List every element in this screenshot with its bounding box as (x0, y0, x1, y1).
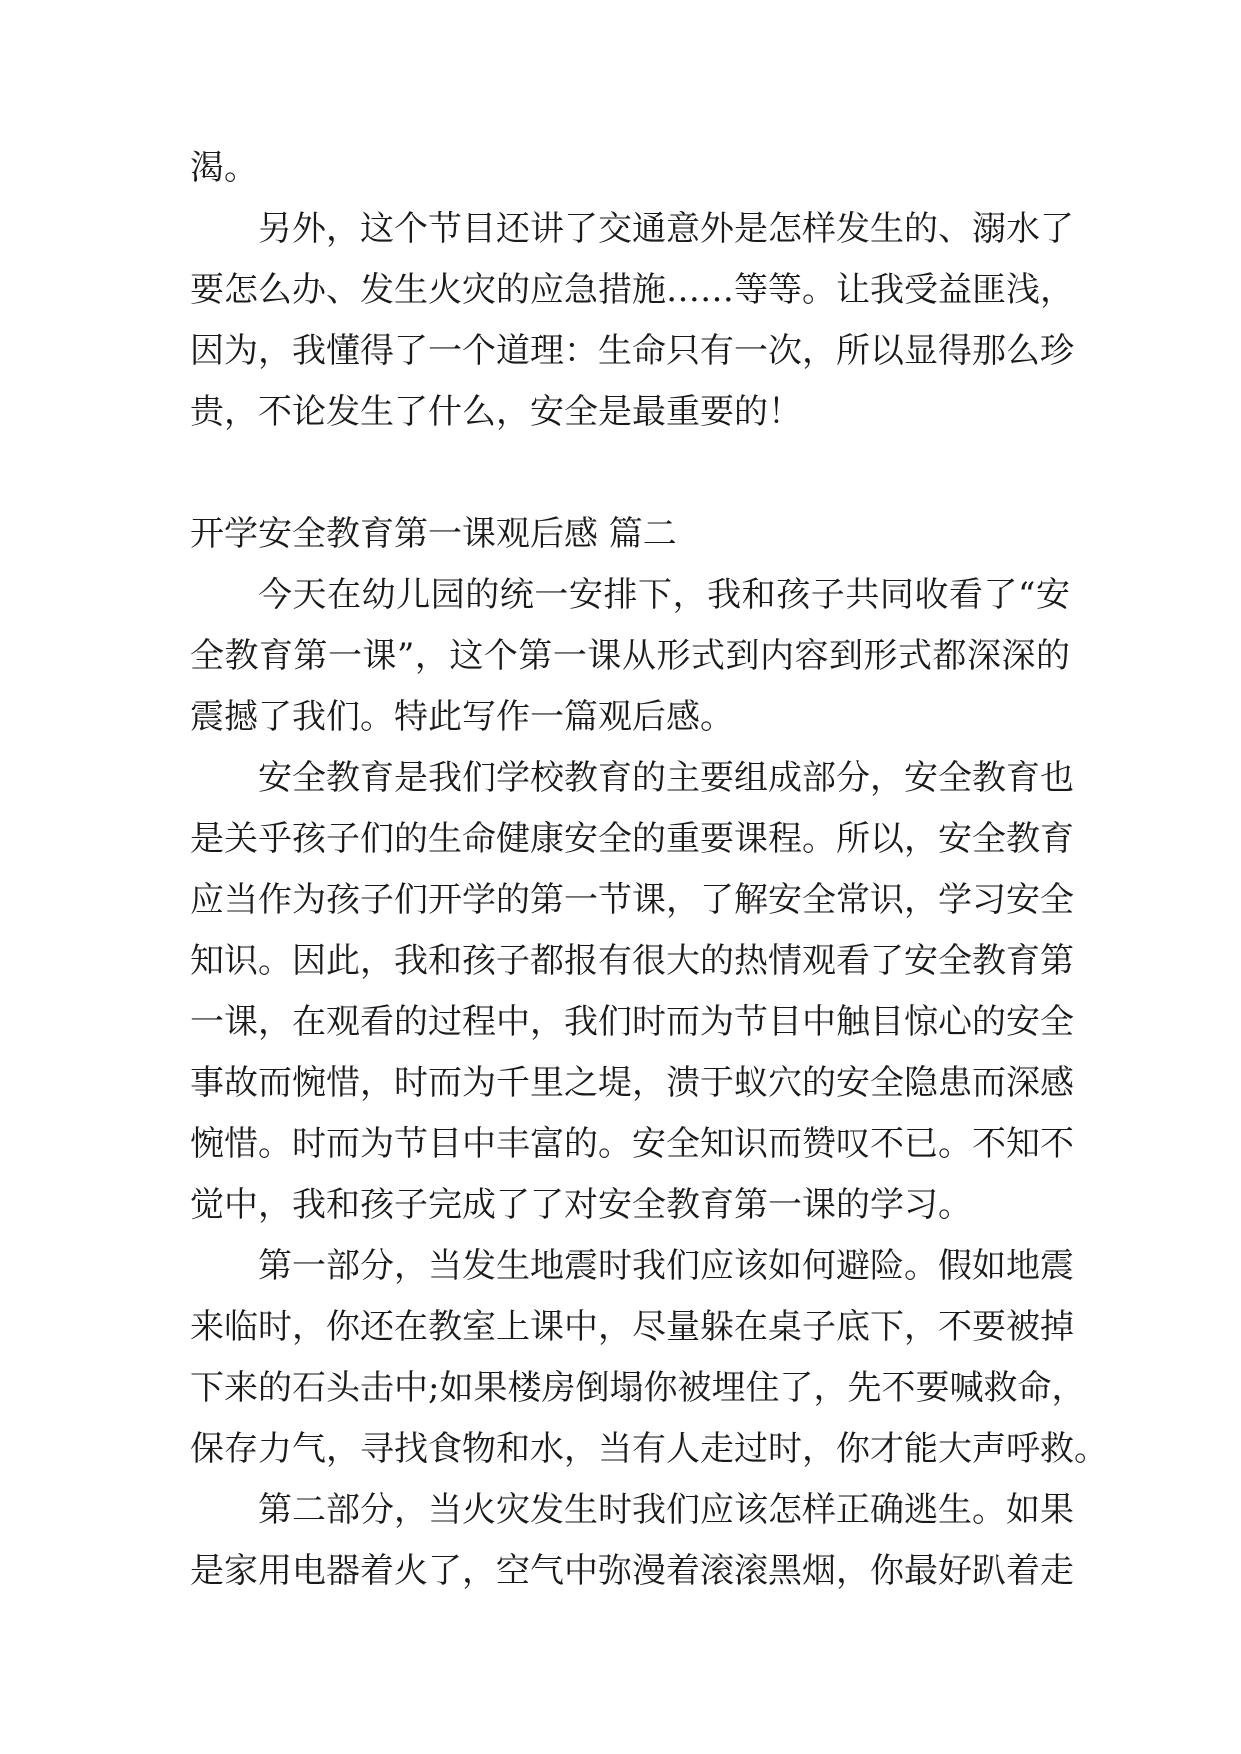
paragraph-line: 是家用电器着火了，空气中弥漫着滚滚黑烟，你最好趴着走 (190, 1551, 1074, 1591)
paragraph-line: 惋惜。时而为节目中丰富的。安全知识而赞叹不已。不知不 (190, 1124, 1074, 1164)
paragraph-line: 是关乎孩子们的生命健康安全的重要课程。所以，安全教育 (190, 819, 1074, 859)
paragraph-line: 贵，不论发生了什么，安全是最重要的！ (190, 392, 802, 432)
paragraph-line: 震撼了我们。特此写作一篇观后感。 (190, 697, 734, 737)
document-body (190, 138, 1108, 1602)
paragraph-line: 一课，在观看的过程中，我们时而为节目中触目惊心的安全 (190, 1002, 1074, 1042)
paragraph-line: 第一部分，当发生地震时我们应该如何避险。假如地震 (258, 1246, 1074, 1286)
paragraph-line: 全教育第一课”，这个第一课从形式到内容到形式都深深的 (190, 636, 1070, 676)
paragraph-line: 下来的石头击中;如果楼房倒塌你被埋住了，先不要喊救命， (190, 1368, 1086, 1408)
paragraph-line: 要怎么办、发生火灾的应急措施……等等。让我受益匪浅， (190, 270, 1074, 310)
paragraph-line: 今天在幼儿园的统一安排下，我和孩子共同收看了“安 (258, 575, 1070, 615)
paragraph-line: 事故而惋惜，时而为千里之堤，溃于蚁穴的安全隐患而深感 (190, 1063, 1074, 1103)
paragraph-line: 第二部分，当火灾发生时我们应该怎样正确逃生。如果 (258, 1490, 1074, 1530)
paragraph-line: 来临时，你还在教室上课中，尽量躲在桌子底下，不要被掉 (190, 1307, 1074, 1347)
paragraph-line: 渴。 (190, 148, 258, 188)
paragraph-line: 知识。因此，我和孩子都报有很大的热情观看了安全教育第 (190, 941, 1074, 981)
paragraph-line: 保存力气，寻找食物和水，当有人走过时，你才能大声呼救。 (190, 1429, 1108, 1469)
paragraph-line: 觉中，我和孩子完成了了对安全教育第一课的学习。 (190, 1185, 972, 1225)
paragraph-line: 应当作为孩子们开学的第一节课，了解安全常识，学习安全 (190, 880, 1074, 920)
section-heading: 开学安全教育第一课观后感 篇二 (190, 514, 677, 554)
paragraph-line: 安全教育是我们学校教育的主要组成部分，安全教育也 (258, 758, 1074, 798)
paragraph-line: 另外，这个节目还讲了交通意外是怎样发生的、溺水了 (258, 209, 1074, 249)
paragraph-line: 因为，我懂得了一个道理：生命只有一次，所以显得那么珍 (190, 331, 1074, 371)
